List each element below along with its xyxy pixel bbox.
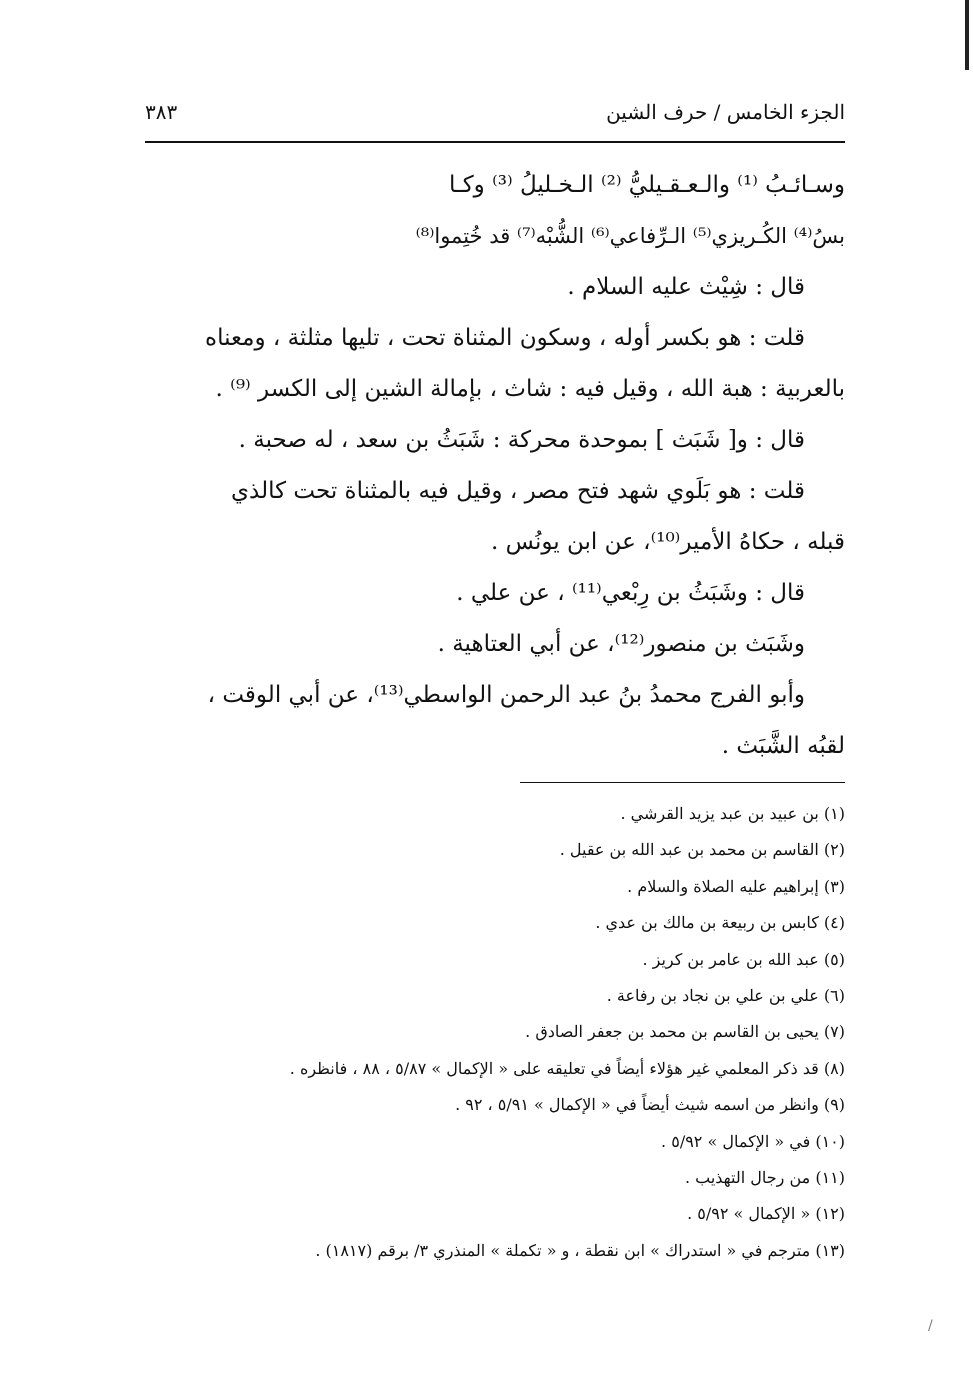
- text-line: وشَبَث بن منصور⁽¹²⁾، عن أبي العتاهية .: [437, 631, 805, 657]
- footnote: (١٢) « الإكمال » ٥/٩٢ .: [687, 1204, 845, 1224]
- text-line: قال : وشَبَثُ بن رِبْعي⁽¹¹⁾ ، عن علي .: [456, 580, 805, 606]
- header-title: الجزء الخامس / حرف الشين: [606, 100, 845, 124]
- text-line: قبله ، حكاهُ الأمير⁽¹⁰⁾، عن ابن يونُس .: [491, 529, 845, 555]
- main-text: [145, 160, 845, 772]
- footnote: (١١) من رجال التهذيب .: [684, 1167, 845, 1187]
- footnote: (٦) علي بن علي بن نجاد بن رفاعة .: [606, 985, 845, 1005]
- text-line: قلت : هو بكسر أوله ، وسكون المثناة تحت ، تليها مثلثة ، ومعناه: [205, 325, 805, 351]
- text-line: قلت : هو بَلَوي شهد فتح مصر ، وقيل فيه بالمثناة تحت كالذي: [231, 478, 805, 504]
- page-number: ٣٨٣: [145, 100, 178, 124]
- footnote: (٤) كابس بن ربيعة بن مالك بن عدي .: [595, 913, 845, 933]
- footnote: (١٠) في « الإكمال » ٥/٩٢ .: [661, 1131, 845, 1151]
- footnote-rule: [520, 782, 845, 783]
- footnote: (٢) القاسم بن محمد بن عبد الله بن عقيل .: [559, 840, 845, 860]
- footnotes: [145, 796, 845, 1269]
- text-line: وأبو الفرج محمدُ بنُ عبد الرحمن الواسطي⁽¹³⁾، عن أبي الوقت ،: [207, 682, 805, 708]
- poem-line-2: بسُ⁽⁴⁾ الكُـريزي⁽⁵⁾ الـرِّفاعي⁽⁶⁾ الشُّبْه⁽⁷⁾ قد خُتِموا⁽⁸⁾: [415, 224, 845, 248]
- scan-speck: /: [928, 1318, 933, 1334]
- footnote: (١) بن عبيد بن عبد يزيد القرشي .: [620, 804, 845, 823]
- running-header: [145, 92, 845, 132]
- poem-line-1: وسـائـبُ ⁽¹⁾ والـعـقـيليُّ ⁽²⁾ الـخـليلُ ⁽³⁾ وكـا: [448, 172, 845, 198]
- scan-edge-mark: [965, 0, 969, 70]
- footnote: (٨) قد ذكر المعلمي غير هؤلاء أيضاً في تعليقه على « الإكمال » ٥/٨٧ ، ٨٨ ، فانظره .: [289, 1058, 845, 1078]
- footnote: (١٣) مترجم في « استدراك » ابن نقطة ، و « تكملة » المنذري ٣/ برقم (١٨١٧) .: [315, 1240, 845, 1260]
- footnote: (٧) يحيى بن القاسم بن محمد بن جعفر الصادق .: [525, 1022, 845, 1042]
- header-rule: [145, 141, 845, 143]
- footnote: (٥) عبد الله بن عامر بن كريز .: [642, 949, 845, 969]
- footnote: (٩) وانظر من اسمه شيث أيضاً في « الإكمال » ٥/٩١ ، ٩٢ .: [455, 1095, 845, 1115]
- text-line: لقبُه الشَّبَث .: [721, 733, 845, 759]
- text-line: بالعربية : هبة الله ، وقيل فيه : شاث ، بإمالة الشين إلى الكسر ⁽⁹⁾ .: [215, 376, 845, 402]
- text-line: قال : و[ شَبَث ] بموحدة محركة : شَبَثُ بن سعد ، له صحبة .: [238, 427, 805, 453]
- footnote: (٣) إبراهيم عليه الصلاة والسلام .: [627, 876, 845, 896]
- text-line: قال : شِيْث عليه السلام .: [567, 274, 805, 300]
